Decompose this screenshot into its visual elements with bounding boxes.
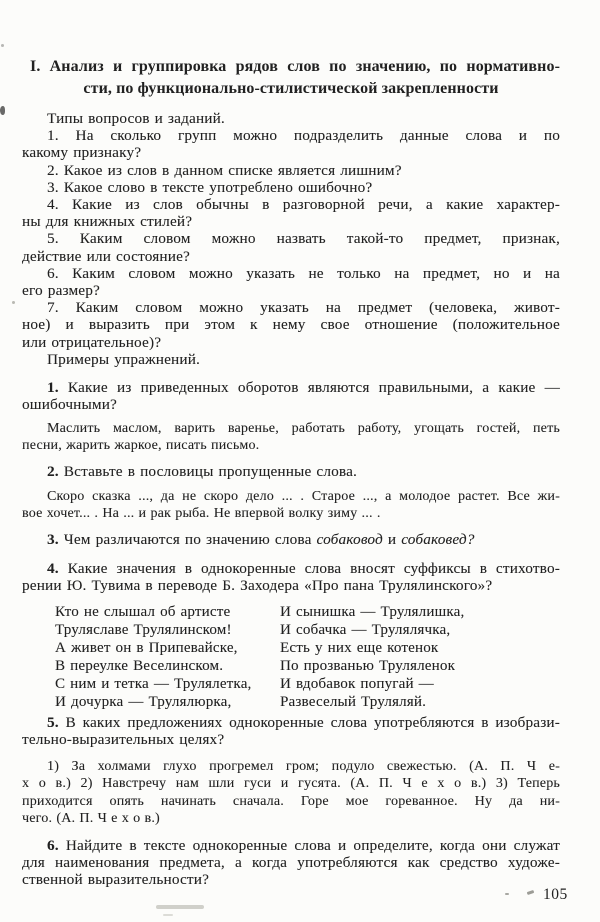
exercise-2-text: Вставьте в пословицы пропущенные слова. bbox=[58, 463, 358, 481]
exercise-3-text-pre: Чем различаются по значению слова bbox=[58, 530, 317, 548]
scan-artifact bbox=[156, 905, 204, 909]
questions-title: Типы вопросов и заданий. bbox=[47, 110, 225, 127]
question-5-line-2: действие или состояние? bbox=[22, 247, 190, 265]
scan-artifact bbox=[527, 890, 535, 895]
exercise-3-italic-word-2: собаковед? bbox=[401, 530, 475, 548]
exercise-2-material-line-1: Скоро сказка ..., да не скоро дело ... . Старое ..., а молодое растет. Все жи- bbox=[47, 488, 560, 504]
poem-column-right bbox=[280, 603, 560, 711]
exercise-6-line-1 bbox=[22, 837, 560, 854]
exercise-4-number: 4. bbox=[47, 559, 59, 577]
exercise-1-material-line-1: Маслить маслом, варить варенье, работать работу, угощать гостей, петь bbox=[47, 421, 560, 437]
poem-line: И собачка — Трулялячка, bbox=[280, 622, 451, 639]
exercise-1-line-1 bbox=[22, 379, 560, 396]
text-block bbox=[22, 0, 560, 889]
exercise-3-text-mid: и bbox=[382, 530, 402, 548]
chapter-heading bbox=[22, 56, 560, 100]
poem-line: Кто не слышал об артисте bbox=[55, 604, 231, 621]
exercise-6-line-3: ственной выразительности? bbox=[22, 871, 210, 889]
question-3: 3. Какое слово в тексте употреблено ошибочно? bbox=[47, 178, 373, 196]
exercise-4-text: Какие значения в однокоренные слова вносят суффиксы в стихотво- bbox=[58, 559, 560, 577]
question-1-line-1: 1. На сколько групп можно подразделить данные слова и по bbox=[47, 127, 560, 145]
exercise-4-line-1 bbox=[22, 560, 560, 577]
poem-line: В переулке Веселинском. bbox=[55, 658, 224, 675]
question-7-line-1: 7. Каким словом можно указать на предмет (человека, живот- bbox=[47, 299, 560, 317]
scan-artifact bbox=[1, 44, 4, 47]
exercise-5-text: В каких предложениях однокоренные слова употребляются в изобрази- bbox=[58, 714, 560, 732]
exercise-6-text: Найдите в тексте однокоренные слова и определите, когда они служат bbox=[58, 837, 560, 855]
exercise-3-number: 3. bbox=[47, 530, 59, 548]
exercise-5-material-line-2: х о в.) 2) Навстречу нам шли гуси и гусята. (А. П. Ч е х о в.) 3) Теперь bbox=[22, 776, 560, 792]
exercise-3 bbox=[22, 531, 560, 548]
poem-line: А живет он в Припевайске, bbox=[55, 640, 238, 657]
poem-line: И сынишка — Трулялишка, bbox=[280, 604, 465, 621]
poem-line: И вдобавок попугай — bbox=[280, 676, 434, 693]
scan-artifact bbox=[163, 914, 173, 916]
exercise-5-line-1 bbox=[22, 714, 560, 731]
poem-line: И дочурка — Трулялюрка, bbox=[55, 694, 232, 711]
examples-title: Примеры упражнений. bbox=[47, 350, 201, 368]
exercise-6-line-2: для наименования предмета, а когда употребляются как средство художе- bbox=[22, 854, 560, 872]
chapter-heading-line-2: сти, по функционально-стилистической закрепленности bbox=[83, 80, 499, 97]
poem-line: Есть у них еще котенок bbox=[280, 640, 439, 657]
question-5-line-1: 5. Каким словом можно назвать такой-то предмет, признак, bbox=[47, 230, 560, 248]
exercise-1-line-2: ошибочными? bbox=[22, 396, 117, 414]
exercise-5-number: 5. bbox=[47, 714, 59, 732]
exercise-2 bbox=[22, 463, 560, 480]
scan-artifact bbox=[0, 106, 5, 115]
question-7-line-3: или отрицательное)? bbox=[22, 333, 162, 351]
question-7-line-2: ное) и выразить при этом к нему свое отношение (положительное bbox=[22, 316, 560, 334]
exercise-1-number: 1. bbox=[47, 379, 59, 397]
poem-line: По прозванью Труляленок bbox=[280, 658, 456, 675]
question-6-line-2: его размер? bbox=[22, 282, 100, 300]
exercise-2-material-line-2: вое хочет... . На ... и рак рыба. Не впервой волку зиму ... . bbox=[22, 505, 381, 521]
question-4-line-1: 4. Какие из слов обычны в разговорной речи, а какие характер- bbox=[47, 196, 560, 214]
question-2: 2. Какое из слов в данном списке является лишним? bbox=[47, 161, 402, 179]
poem-line: Труляславе Трулялинском! bbox=[55, 622, 232, 639]
exercise-1-text: Какие из приведенных оборотов являются правильными, а какие — bbox=[58, 379, 560, 397]
poem-line: Развеселый Труляляй. bbox=[280, 694, 427, 711]
poem bbox=[22, 603, 560, 711]
exercise-2-number: 2. bbox=[47, 463, 59, 481]
exercise-5-material-line-3: приходится опять начинать сначала. Горе мое гореванное. Ну да ни- bbox=[22, 793, 560, 809]
poem-line: С ним и тетка — Трулялетка, bbox=[55, 676, 252, 693]
scan-artifact bbox=[505, 893, 509, 895]
exercise-3-italic-word-1: собаковод bbox=[316, 530, 383, 548]
exercise-4-line-2: рении Ю. Тувима в переводе Б. Заходера «Про пана Трулялинского»? bbox=[22, 577, 493, 595]
exercise-5-line-2: тельно-выразительных целях? bbox=[22, 731, 225, 749]
exercise-5-material-line-4: чего. (А. П. Ч е х о в.) bbox=[22, 811, 160, 827]
scan-artifact bbox=[12, 301, 15, 304]
exercise-5-material-line-1: 1) За холмами глухо прогремел гром; подуло свежестью. (А. П. Ч е- bbox=[47, 758, 560, 774]
question-6-line-1: 6. Каким словом можно указать не только на предмет, но и на bbox=[47, 264, 560, 282]
exercise-6-number: 6. bbox=[47, 837, 59, 855]
poem-column-left bbox=[55, 603, 280, 711]
exercise-1-material-line-2: песни, жарить жаркое, писать письмо. bbox=[22, 438, 260, 454]
page-number: 105 bbox=[543, 886, 568, 903]
question-1-line-2: какому признаку? bbox=[22, 144, 142, 162]
chapter-heading-line-1: I. Анализ и группировка рядов слов по значению, по нормативно- bbox=[30, 58, 560, 75]
question-4-line-2: ны для книжных стилей? bbox=[22, 213, 193, 231]
